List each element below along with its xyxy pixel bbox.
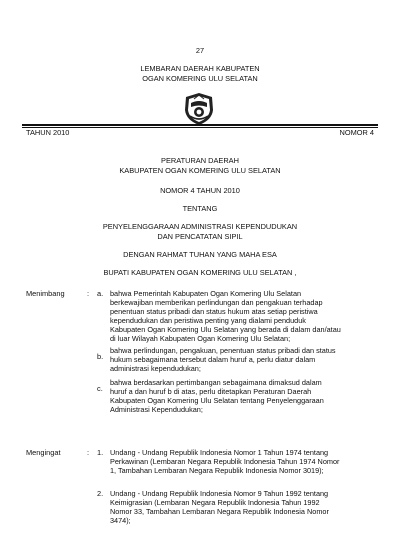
menimbang-item-c xyxy=(110,378,374,414)
gazette-title-line2: OGAN KOMERING ULU SELATAN xyxy=(142,74,258,83)
text-line: administrasi kependudukan; xyxy=(110,364,201,374)
mengingat-colon: : xyxy=(87,448,90,457)
text-line: 3474); xyxy=(110,516,131,526)
regulation-subject-line1: PENYELENGGARAAN ADMINISTRASI KEPENDUDUKAN xyxy=(102,222,298,231)
text-line: 1, Tambahan Lembaran Negara Republik Indonesia Nomor 3019); xyxy=(110,466,324,476)
header-rule-thick xyxy=(22,124,378,126)
text-line: Undang - Undang Republik Indonesia Nomor 9 Tahun 1992 tentang xyxy=(110,489,329,498)
regency-seal-icon xyxy=(182,92,216,126)
text-line: Undang - Undang Republik Indonesia Nomor 1 Tahun 1974 tentang xyxy=(110,448,329,457)
text-line: di luar Wilayah Kabupaten Ogan Komering Ulu Selatan; xyxy=(110,334,291,344)
mengingat-item-1-number: 1. xyxy=(97,448,104,457)
text-line: Kabupaten Ogan Komering Ulu Selatan yang berada di dalam dan/atau xyxy=(110,325,341,335)
regulation-subject-line2: DAN PENCATATAN SIPIL xyxy=(157,232,243,241)
text-line: Nomor 33, Tambahan Lembaran Negara Republik Indonesia Nomor xyxy=(110,507,329,517)
menimbang-item-a-letter: a. xyxy=(97,289,104,298)
regulation-blessing: DENGAN RAHMAT TUHAN YANG MAHA ESA xyxy=(123,250,277,259)
text-line: Kabupaten Ogan Komering Ulu Selatan tentang Penyelenggaraan xyxy=(110,396,324,406)
text-line: bahwa perlindungan, pengakuan, penentuan status pribadi dan status xyxy=(110,346,336,355)
menimbang-item-b-letter: b. xyxy=(97,352,104,361)
text-line: huruf a dan huruf b di atas, perlu ditetapkan Peraturan Daerah xyxy=(110,387,312,397)
text-line: hukum sebagaimana tersebut dalam huruf a, perlu diatur dalam xyxy=(110,355,316,365)
mengingat-label: Mengingat xyxy=(26,448,61,457)
text-line: bahwa Pemerintah Kabupaten Ogan Komering Ulu Selatan xyxy=(110,289,302,298)
page-number: 27 xyxy=(195,46,205,55)
regulation-regent: BUPATI KABUPATEN OGAN KOMERING ULU SELATAN , xyxy=(103,268,297,277)
text-line: penentuan status pribadi dan status hukum atas setiap peristiwa xyxy=(110,307,318,317)
menimbang-item-a xyxy=(110,289,374,344)
menimbang-colon: : xyxy=(87,289,90,298)
text-line: Administrasi Kependudukan; xyxy=(110,405,203,415)
gazette-number: NOMOR 4 xyxy=(339,128,374,137)
regulation-regency: KABUPATEN OGAN KOMERING ULU SELATAN xyxy=(119,166,281,175)
gazette-year: TAHUN 2010 xyxy=(26,128,70,137)
mengingat-item-2-number: 2. xyxy=(97,489,104,498)
text-line: berkewajiban memberikan perlindungan dan pengakuan terhadap xyxy=(110,298,323,308)
mengingat-item-1 xyxy=(110,448,374,475)
regulation-tentang: TENTANG xyxy=(182,204,218,213)
gazette-title-line1: LEMBARAN DAERAH KABUPATEN xyxy=(140,64,260,73)
regulation-number: NOMOR 4 TAHUN 2010 xyxy=(160,186,240,195)
text-line: bahwa berdasarkan pertimbangan sebagaimana dimaksud dalam xyxy=(110,378,322,387)
text-line: Keimigrasian (Lembaran Negara Republik Indonesia Tahun 1992 xyxy=(110,498,320,508)
regulation-title: PERATURAN DAERAH xyxy=(161,156,239,165)
text-line: kependudukan dan peristiwa penting yang dialami penduduk xyxy=(110,316,306,326)
menimbang-label: Menimbang xyxy=(26,289,65,298)
text-line: Perkawinan (Lembaran Negara Republik Indonesia Tahun 1974 Nomor xyxy=(110,457,340,467)
mengingat-item-2 xyxy=(110,489,374,525)
header-rule-thin xyxy=(22,127,378,128)
menimbang-item-b xyxy=(110,346,374,373)
menimbang-item-c-letter: c. xyxy=(97,384,103,393)
